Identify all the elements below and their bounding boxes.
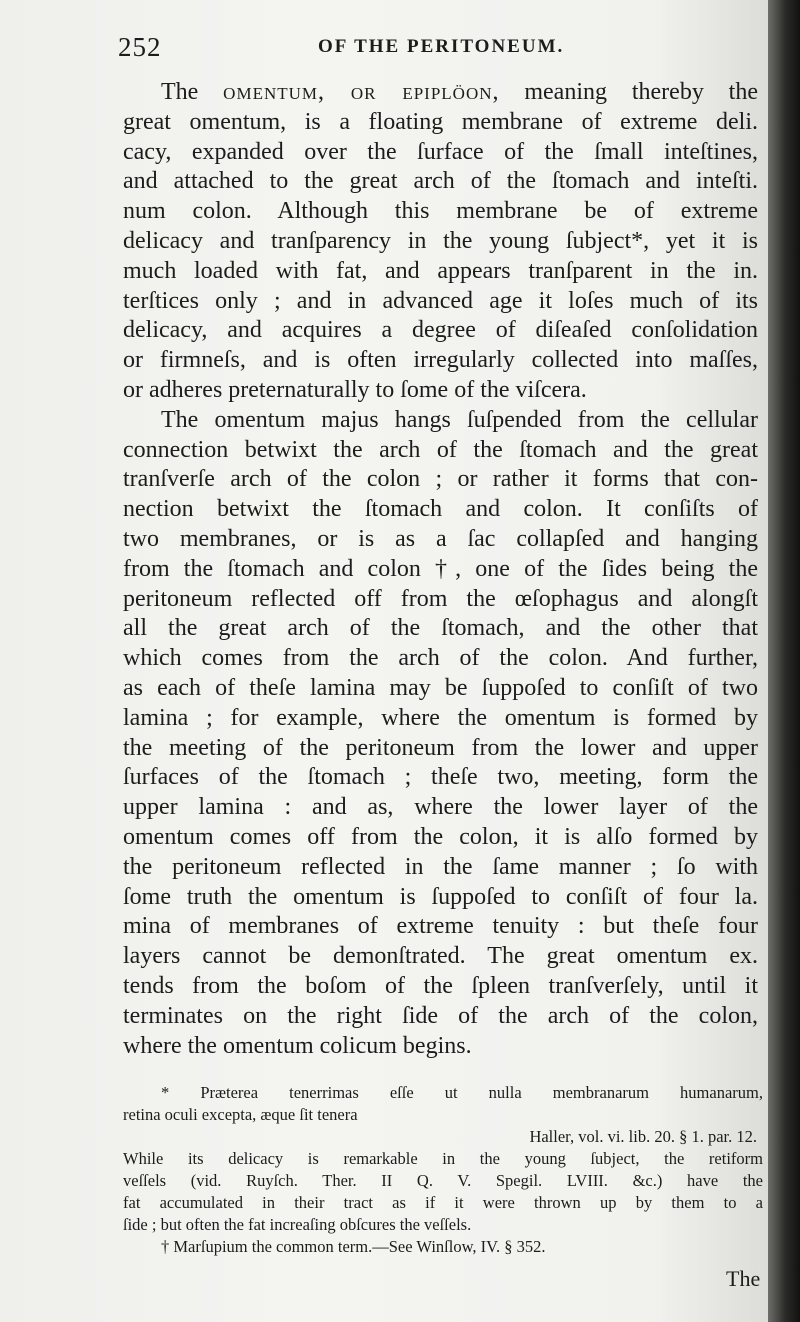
- footnote-line: veſſels (vid. Ruyſch. Ther. II Q. V. Spegil. LVIII. &c.) have the: [123, 1171, 763, 1190]
- footnote-line: retina oculi excepta, æque ſit tenera: [123, 1105, 358, 1124]
- text-line: layers cannot be demonſtrated. The great omentum ex.: [123, 943, 758, 970]
- paragraph-1: [123, 78, 758, 406]
- text-line: mina of membranes of extreme tenuity : but theſe four: [123, 913, 758, 940]
- text-line: much loaded with fat, and appears tranſparent in the in.: [123, 257, 758, 284]
- text-line: terminates on the right ſide of the arch of the colon,: [123, 1002, 758, 1029]
- text-line: The omentum, or epiplöon, meaning thereby the: [161, 79, 758, 105]
- text-line: connection betwixt the arch of the ſtomach and the great: [123, 436, 758, 463]
- book-spine-shadow: [768, 0, 800, 1322]
- text-line: lamina ; for example, where the omentum is formed by: [123, 704, 758, 731]
- text-line: the meeting of the peritoneum from the lower and upper: [123, 734, 758, 761]
- text-line: which comes from the arch of the colon. And further,: [123, 645, 758, 672]
- text-line: num colon. Although this membrane be of extreme: [123, 198, 758, 225]
- text-line: The omentum majus hangs ſuſpended from the cellular: [161, 406, 758, 433]
- catchword: The: [726, 1266, 761, 1291]
- term-omentum: omentum, or epiplöon,: [223, 79, 500, 105]
- text-line: as each of theſe lamina may be ſuppoſed to conſiſt of two: [123, 674, 758, 701]
- text-line: tranſverſe arch of the colon ; or rather it forms that con-: [123, 466, 758, 493]
- text-line: cacy, expanded over the ſurface of the ſmall inteſtines,: [123, 138, 758, 165]
- text-line: ſurfaces of the ſtomach ; theſe two, meeting, form the: [123, 764, 758, 791]
- text-line: from the ſtomach and colon †, one of the ſides being the: [123, 555, 758, 582]
- page-number: 252: [118, 32, 162, 62]
- text-line: or adheres preternaturally to ſome of the viſcera.: [123, 376, 587, 403]
- text-line: peritoneum reflected off from the œſophagus and alongſt: [123, 585, 758, 612]
- page-header: [118, 32, 758, 62]
- text-line: or firmneſs, and is often irregularly collected into maſſes,: [123, 347, 758, 374]
- footnote-line: While its delicacy is remarkable in the young ſubject, the retiform: [123, 1149, 763, 1168]
- text-line: delicacy, and acquires a degree of diſeaſed conſolidation: [123, 317, 758, 344]
- footnotes: [123, 1082, 763, 1258]
- footnote-line: fat accumulated in their tract as if it were thrown up by them to a: [123, 1193, 763, 1212]
- paragraph-2: [123, 406, 758, 1062]
- text-line: terſtices only ; and in advanced age it loſes much of its: [123, 287, 758, 314]
- text-line: two membranes, or is as a ſac collapſed and hanging: [123, 525, 758, 552]
- text-line: where the omentum colicum begins.: [123, 1032, 472, 1059]
- text-line: delicacy and tranſparency in the young ſubject*, yet it is: [123, 227, 758, 254]
- text-line: and attached to the great arch of the ſtomach and inteſti.: [123, 168, 758, 195]
- text-line: omentum comes off from the colon, it is alſo formed by: [123, 823, 758, 850]
- text-line: tends from the boſom of the ſpleen tranſverſely, until it: [123, 972, 758, 999]
- text-line: ſome truth the omentum is ſuppoſed to conſiſt of four la.: [123, 883, 758, 910]
- text-line: nection betwixt the ſtomach and colon. It conſiſts of: [123, 496, 758, 523]
- text-line: the peritoneum reflected in the ſame manner ; ſo with: [123, 853, 758, 880]
- footnote-line: ſide ; but often the fat increaſing obſcures the veſſels.: [123, 1215, 472, 1234]
- body-text: [123, 78, 758, 1061]
- footnote-line: † Marſupium the common term.—See Winſlow, IV. § 352.: [161, 1237, 546, 1256]
- footnote-line: * Præterea tenerrimas eſſe ut nulla membranarum humanarum,: [161, 1083, 763, 1102]
- text-line: upper lamina : and as, where the lower layer of the: [123, 794, 758, 821]
- footnote-citation: Haller, vol. vi. lib. 20. § 1. par. 12.: [529, 1127, 757, 1146]
- text-line: all the great arch of the ſtomach, and the other that: [123, 615, 758, 642]
- running-head: OF THE PERITONEUM.: [318, 36, 565, 57]
- text-line: great omentum, is a floating membrane of extreme deli.: [123, 108, 758, 135]
